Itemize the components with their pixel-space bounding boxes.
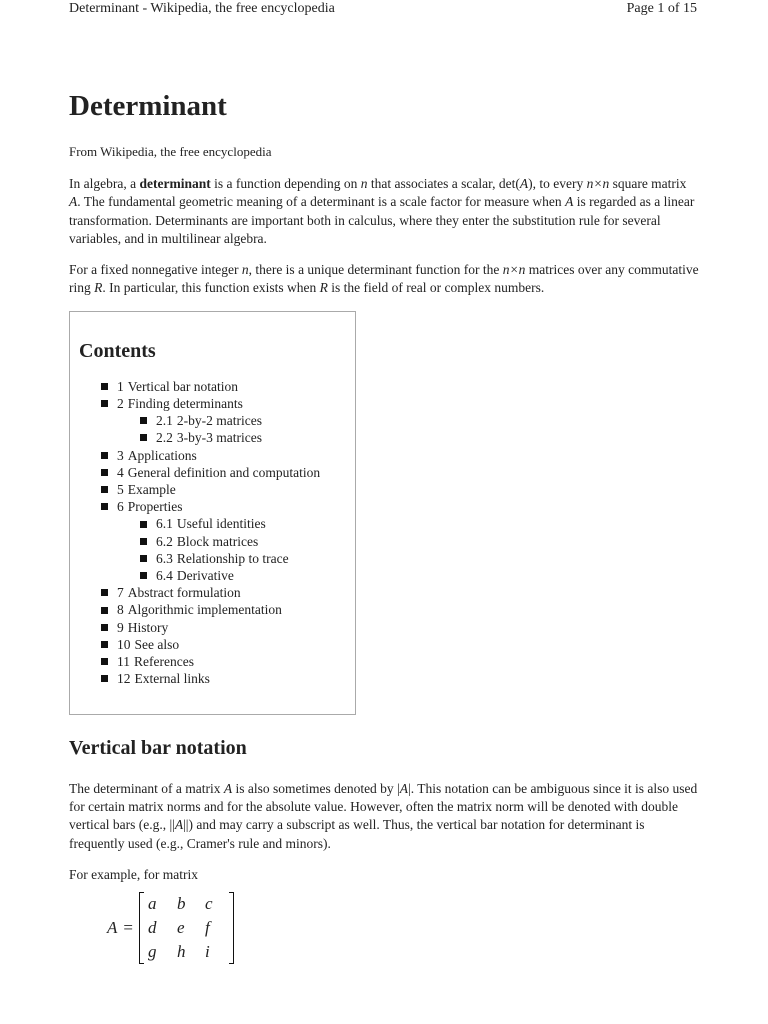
- bullet-icon: [101, 675, 108, 682]
- toc-item-number: 8: [117, 602, 124, 618]
- toc-item-number: 9: [117, 619, 124, 635]
- toc-item-label[interactable]: Algorithmic implementation: [127, 602, 282, 618]
- toc-item-label[interactable]: Derivative: [176, 568, 234, 584]
- matrix-lhs: A: [107, 918, 118, 938]
- toc-item-number: 12: [117, 671, 131, 687]
- toc-item-label[interactable]: 3-by-3 matrices: [176, 430, 262, 446]
- toc-item-label[interactable]: Relationship to trace: [176, 550, 289, 566]
- bullet-icon: [140, 434, 147, 441]
- article-body: [69, 88, 699, 964]
- toc-item-label[interactable]: See also: [134, 636, 180, 652]
- page-number: Page 1 of 15: [626, 1, 697, 16]
- from-wikipedia: From Wikipedia, the free encyclopedia: [69, 144, 272, 159]
- toc-item[interactable]: [79, 464, 355, 481]
- toc-item[interactable]: [79, 619, 355, 636]
- toc-item[interactable]: [79, 395, 355, 412]
- header-title: Determinant - Wikipedia, the free encyclopedia: [69, 1, 335, 16]
- matrix-cell: a: [147, 894, 157, 914]
- toc-item-number: 6.4: [156, 568, 173, 584]
- toc-item-number: 2.1: [156, 413, 173, 429]
- toc-item-number: 5: [117, 482, 124, 497]
- toc-item-number: 3: [117, 447, 124, 463]
- toc-item[interactable]: [79, 515, 355, 532]
- bullet-icon: [140, 572, 147, 579]
- toc-item-number: 6: [117, 499, 124, 515]
- determinant-term: determinant: [139, 176, 211, 191]
- toc-item[interactable]: [79, 412, 355, 429]
- toc-item[interactable]: [79, 670, 355, 687]
- toc-item[interactable]: [79, 378, 355, 395]
- toc-item-label[interactable]: 2-by-2 matrices: [176, 413, 262, 429]
- page-title: Determinant: [69, 90, 227, 122]
- bullet-icon: [101, 658, 108, 665]
- toc-item-label[interactable]: Abstract formulation: [127, 585, 241, 601]
- table-of-contents: [69, 311, 356, 715]
- bullet-icon: [101, 503, 108, 510]
- toc-item-number: 2: [117, 395, 124, 411]
- toc-item-label[interactable]: Vertical bar notation: [127, 378, 238, 394]
- bullet-icon: [140, 417, 147, 424]
- matrix-cell: b: [176, 894, 186, 914]
- bullet-icon: [140, 555, 147, 562]
- toc-item-label[interactable]: Applications: [127, 447, 197, 463]
- toc-item-label[interactable]: Properties: [127, 499, 183, 515]
- equals-sign: =: [123, 918, 133, 938]
- intro-paragraph-1: In algebra, a determinant is a function depending on n that associates a scalar, det(A), to every n×n square matrix A. The fundamental geometric meaning of a determinant is a scale factor for measure when A is regarded as a linear transformation. Determinants are important both in calculus, where they enter the substitution rule for several variables, and in multilinear algebra.: [69, 176, 695, 246]
- toc-item-number: 1: [117, 378, 124, 394]
- toc-item[interactable]: [79, 447, 355, 464]
- toc-item-label[interactable]: Block matrices: [176, 533, 259, 549]
- bullet-icon: [101, 641, 108, 648]
- bullet-icon: [101, 469, 108, 476]
- toc-item[interactable]: [79, 636, 355, 653]
- bullet-icon: [140, 521, 147, 528]
- bullet-icon: [101, 607, 108, 614]
- matrix-entries: [144, 892, 229, 964]
- right-bracket: [229, 892, 234, 964]
- toc-item-number: 10: [117, 636, 131, 652]
- toc-item-label[interactable]: General definition and computation: [127, 464, 321, 480]
- print-header: [69, 0, 697, 18]
- matrix-cell: d: [147, 918, 157, 938]
- bullet-icon: [101, 452, 108, 459]
- bullet-icon: [101, 486, 108, 493]
- bullet-icon: [140, 538, 147, 545]
- matrix-cell: e: [176, 918, 185, 938]
- toc-item-number: 6.1: [156, 516, 173, 532]
- bullet-icon: [101, 624, 108, 631]
- matrix-cell: h: [176, 942, 186, 962]
- toc-item[interactable]: [79, 584, 355, 601]
- bullet-icon: [101, 383, 108, 390]
- toc-item-number: 6.2: [156, 533, 173, 549]
- matrix-cell: c: [204, 894, 213, 914]
- toc-item-label[interactable]: References: [134, 654, 194, 670]
- section1-paragraph-2: For example, for matrix: [69, 866, 198, 882]
- toc-item[interactable]: [79, 533, 355, 550]
- toc-item-label[interactable]: History: [127, 619, 169, 635]
- toc-item-number: 7: [117, 585, 124, 601]
- toc-item-label[interactable]: Example: [127, 482, 176, 497]
- intro-paragraph-2: For a fixed nonnegative integer n, there is a unique determinant function for the n×n matrices over any commutative ring R. In particular, this function exists when R is the field of real or complex numbers.: [69, 262, 699, 296]
- toc-list: [79, 378, 355, 688]
- toc-item-number: 11: [117, 654, 130, 670]
- bullet-icon: [101, 589, 108, 596]
- matrix-cell: i: [204, 942, 210, 962]
- toc-item[interactable]: [79, 567, 355, 584]
- toc-item-number: 4: [117, 464, 124, 480]
- toc-item-label[interactable]: External links: [134, 671, 210, 687]
- toc-item-number: 6.3: [156, 550, 173, 566]
- matrix-equation: [107, 892, 699, 964]
- section-heading-vertical-bar-notation: Vertical bar notation: [69, 736, 247, 759]
- toc-item[interactable]: [79, 429, 355, 446]
- toc-item[interactable]: [79, 550, 355, 567]
- toc-item-label[interactable]: Useful identities: [176, 516, 266, 532]
- toc-title: Contents: [79, 339, 156, 362]
- toc-item-label[interactable]: Finding determinants: [127, 395, 243, 411]
- toc-item-number: 2.2: [156, 430, 173, 446]
- matrix-cell: f: [204, 918, 210, 938]
- toc-item[interactable]: [79, 601, 355, 618]
- matrix-cell: g: [147, 942, 157, 962]
- toc-item[interactable]: [79, 498, 355, 515]
- toc-item[interactable]: [79, 653, 355, 670]
- section1-paragraph-1: The determinant of a matrix A is also sometimes denoted by |A|. This notation can be ambiguous since it is also used for certain matrix norms and for the absolute value. However, often the matrix norm will be denoted with double vertical bars (e.g., ||A||) and may carry a subscript as well. Thus, the vertical bar notation for determinant is frequently used (e.g., Cramer's rule and minors).: [69, 780, 698, 851]
- bullet-icon: [101, 400, 108, 407]
- toc-item[interactable]: [79, 481, 355, 498]
